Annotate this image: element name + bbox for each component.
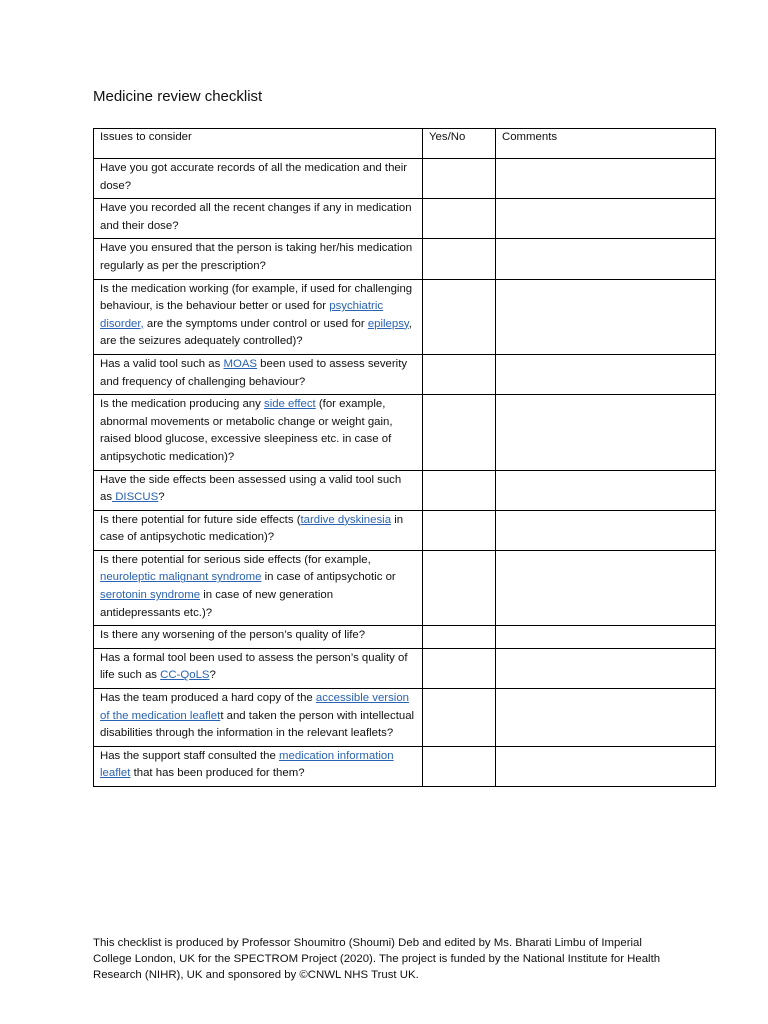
table-row xyxy=(94,354,716,394)
page-title: Medicine review checklist xyxy=(93,88,263,105)
table-row xyxy=(94,395,716,470)
issue-text: Is the medication working (for example, if used for challenging behaviour, is the behaviour better or used for xyxy=(100,282,413,313)
header-yes-no: Yes/No xyxy=(423,129,496,159)
issue-cell xyxy=(94,159,423,199)
comments-cell[interactable] xyxy=(496,689,716,747)
comments-cell[interactable] xyxy=(496,239,716,279)
comments-cell[interactable] xyxy=(496,354,716,394)
comments-cell[interactable] xyxy=(496,470,716,510)
issue-text: Is there any worsening of the person’s quality of life? xyxy=(100,629,366,642)
issue-text: Have you got accurate records of all the medication and their dose? xyxy=(100,162,408,192)
issue-text: Has the support staff consulted the xyxy=(100,749,279,762)
reference-link[interactable]: accessible version of the medication leaflet xyxy=(100,692,409,722)
yes-no-cell[interactable] xyxy=(423,470,496,510)
table-row xyxy=(94,626,716,649)
issue-cell xyxy=(94,395,423,470)
yes-no-cell[interactable] xyxy=(423,159,496,199)
issue-text: Has a valid tool such as xyxy=(100,357,224,370)
reference-link[interactable]: CC-QoLS xyxy=(160,669,210,682)
reference-link[interactable]: side effect xyxy=(264,398,316,411)
yes-no-cell[interactable] xyxy=(423,626,496,649)
comments-cell[interactable] xyxy=(496,746,716,786)
yes-no-cell[interactable] xyxy=(423,648,496,688)
issue-text: in case of antipsychotic or xyxy=(261,571,396,584)
comments-cell[interactable] xyxy=(496,550,716,625)
issue-cell xyxy=(94,550,423,625)
comments-cell[interactable] xyxy=(496,510,716,550)
issue-cell xyxy=(94,626,423,649)
yes-no-cell[interactable] xyxy=(423,239,496,279)
yes-no-cell[interactable] xyxy=(423,354,496,394)
table-row xyxy=(94,199,716,239)
issue-text: in case of new generation antidepressants etc.)? xyxy=(100,589,334,619)
table-row xyxy=(94,239,716,279)
yes-no-cell[interactable] xyxy=(423,279,496,354)
issue-cell xyxy=(94,470,423,510)
reference-link[interactable]: MOAS xyxy=(223,357,258,370)
table-row xyxy=(94,648,716,688)
table-header-row xyxy=(94,129,716,159)
table-row xyxy=(94,470,716,510)
reference-link[interactable]: neuroleptic malignant syndrome xyxy=(100,571,262,584)
checklist-table xyxy=(93,128,716,787)
issue-text: , are the seizures adequately controlled)? xyxy=(100,317,412,348)
reference-link[interactable]: psychiatric disorder, xyxy=(100,300,384,330)
issue-text: that has been produced for them? xyxy=(130,767,305,780)
header-comments: Comments xyxy=(496,129,716,159)
table-row xyxy=(94,510,716,550)
issue-cell xyxy=(94,510,423,550)
issue-cell xyxy=(94,199,423,239)
yes-no-cell[interactable] xyxy=(423,550,496,625)
yes-no-cell[interactable] xyxy=(423,746,496,786)
reference-link[interactable]: medication information leaflet xyxy=(100,749,394,780)
issue-text: t and taken the person with intellectual disabilities through the information in the relevant leaflets? xyxy=(100,709,415,740)
comments-cell[interactable] xyxy=(496,648,716,688)
comments-cell[interactable] xyxy=(496,626,716,649)
yes-no-cell[interactable] xyxy=(423,199,496,239)
issue-text: Have the side effects been assessed using a valid tool such as xyxy=(100,473,402,504)
issue-text: ? xyxy=(158,491,165,504)
issue-text: are the symptoms under control or used for xyxy=(143,317,368,330)
comments-cell[interactable] xyxy=(496,395,716,470)
issue-text: Is there potential for future side effects ( xyxy=(100,513,301,526)
table-row xyxy=(94,279,716,354)
table-row xyxy=(94,746,716,786)
issue-cell xyxy=(94,746,423,786)
issue-cell xyxy=(94,648,423,688)
yes-no-cell[interactable] xyxy=(423,395,496,470)
reference-link[interactable]: tardive dyskinesia xyxy=(300,513,392,526)
table-row xyxy=(94,159,716,199)
issue-text: Has the team produced a hard copy of the xyxy=(100,692,316,705)
issue-cell xyxy=(94,279,423,354)
reference-link[interactable]: epilepsy xyxy=(367,317,409,330)
table-row xyxy=(94,550,716,625)
comments-cell[interactable] xyxy=(496,279,716,354)
footer-credit: This checklist is produced by Professor Shoumitro (Shoumi) Deb and edited by Ms. Bharati Limbu of Imperial College London, UK for the SPECTROM Project (2020). The project is funded by the National Institute for Health Research (NIHR), UK and sponsored by ©CNWL NHS Trust UK. xyxy=(93,937,661,981)
issue-cell xyxy=(94,354,423,394)
header-issues: Issues to consider xyxy=(94,129,423,159)
yes-no-cell[interactable] xyxy=(423,510,496,550)
comments-cell[interactable] xyxy=(496,159,716,199)
issue-text: Have you recorded all the recent changes if any in medication and their dose? xyxy=(100,202,412,232)
issue-text: Have you ensured that the person is taking her/his medication regularly as per the prescription? xyxy=(100,242,413,272)
issue-text: (for example, abnormal movements or metabolic change or weight gain, raised blood glucose, excessive sleepiness etc. in case of antipsychotic medication)? xyxy=(100,398,393,463)
issue-text: Is there potential for serious side effects (for example, xyxy=(100,553,371,566)
issue-text: in case of antipsychotic medication)? xyxy=(100,513,404,544)
issue-cell xyxy=(94,689,423,747)
reference-link[interactable]: DISCUS xyxy=(112,491,159,504)
issue-text: Has a formal tool been used to assess the person’s quality of life such as xyxy=(100,651,408,682)
issue-text: ? xyxy=(209,669,216,682)
issue-text: Is the medication producing any xyxy=(100,398,264,411)
issue-cell xyxy=(94,239,423,279)
reference-link[interactable]: serotonin syndrome xyxy=(100,589,201,602)
issue-text: been used to assess severity and frequency of challenging behaviour? xyxy=(100,357,408,388)
comments-cell[interactable] xyxy=(496,199,716,239)
table-row xyxy=(94,689,716,747)
yes-no-cell[interactable] xyxy=(423,689,496,747)
